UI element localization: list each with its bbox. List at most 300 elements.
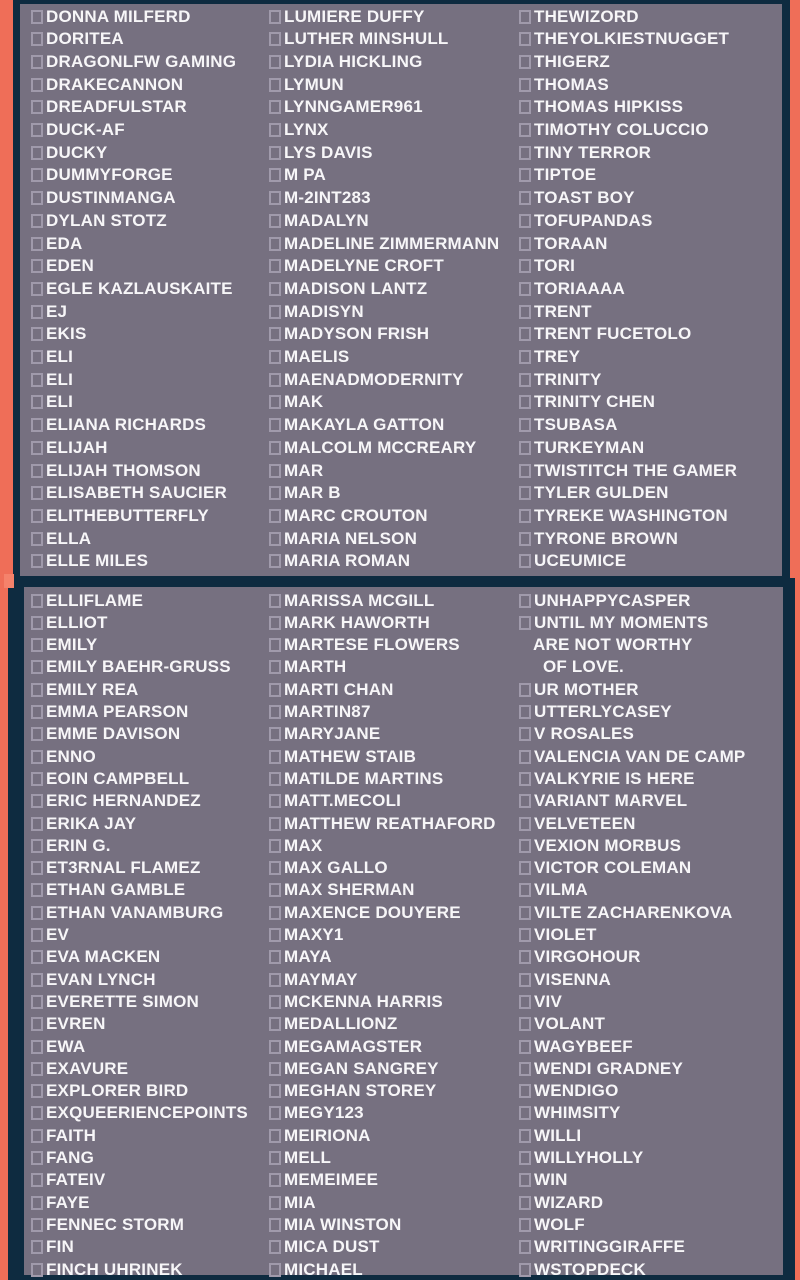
checkbox-bullet-icon (269, 683, 281, 697)
credit-name: LYNX (284, 120, 329, 139)
credit-name: WSTOPDECK (534, 1259, 646, 1279)
credit-name: EDA (46, 233, 83, 253)
credit-entry (269, 990, 443, 1012)
credit-entry (269, 857, 388, 879)
credit-name: EMILY REA (46, 679, 139, 699)
checkbox-bullet-icon (519, 214, 531, 228)
checkbox-bullet-icon (519, 1106, 531, 1120)
checkbox-bullet-icon (269, 327, 281, 341)
credit-name: MAR (284, 460, 324, 480)
credit-entry (519, 1169, 568, 1191)
credit-entry (31, 946, 160, 968)
credit-entry (269, 767, 443, 789)
checkbox-bullet-icon (269, 259, 281, 273)
checkbox-bullet-icon (269, 727, 281, 741)
credit-entry (31, 790, 201, 812)
checkbox-bullet-icon (269, 594, 281, 608)
checkbox-bullet-icon (519, 532, 531, 546)
checkbox-bullet-icon (269, 772, 281, 786)
checkbox-bullet-icon (269, 373, 281, 387)
credit-name: MEGAMAGSTER (284, 1036, 423, 1056)
checkbox-bullet-icon (269, 928, 281, 942)
checkbox-bullet-icon (519, 259, 531, 273)
credit-name: VIOLET (534, 925, 597, 944)
credit-name: MICHAEL (284, 1259, 363, 1279)
credit-entry (519, 164, 596, 186)
credit-name: DUMMYFORGE (46, 165, 173, 185)
credit-entry (31, 634, 97, 656)
credit-name: LUMIERE DUFFY (284, 6, 425, 26)
checkbox-bullet-icon (31, 1106, 43, 1120)
credit-name: EWA (46, 1036, 86, 1056)
credit-name: TORIAAAA (534, 278, 626, 298)
credit-entry (519, 346, 580, 368)
checkbox-bullet-icon (269, 1040, 281, 1054)
credit-name: EGLE KAZLAUSKAITE (46, 278, 233, 298)
credit-name: TRENT FUCETOLO (534, 324, 692, 344)
credit-name: VIRGOHOUR (534, 947, 641, 967)
credit-entry (269, 414, 445, 436)
checkbox-bullet-icon (519, 10, 531, 24)
credit-entry (31, 1147, 94, 1169)
credit-entry (31, 368, 73, 390)
credit-name: DYLAN STOTZ (46, 210, 167, 230)
checkbox-bullet-icon (519, 727, 531, 741)
checkbox-bullet-icon (519, 486, 531, 500)
credit-entry (519, 812, 636, 834)
credit-entry (269, 834, 322, 856)
checkbox-bullet-icon (269, 1084, 281, 1098)
checkbox-bullet-icon (269, 750, 281, 764)
credit-name: ELLE MILES (46, 551, 149, 571)
credit-entry (519, 1013, 605, 1035)
checkbox-bullet-icon (31, 660, 43, 674)
checkbox-bullet-icon (31, 594, 43, 608)
credit-entry (31, 1124, 96, 1146)
credit-entry (269, 1213, 401, 1235)
credit-entry (269, 678, 394, 700)
credit-entry (519, 1124, 581, 1146)
credit-entry (269, 745, 416, 767)
credit-name: EXAVURE (46, 1058, 129, 1078)
credit-entry (31, 346, 73, 368)
credit-entry (269, 924, 344, 946)
credit-entry (519, 611, 708, 633)
checkbox-bullet-icon (519, 55, 531, 69)
credit-entry (519, 527, 678, 549)
credit-name: MELL (284, 1148, 332, 1167)
checkbox-bullet-icon (269, 418, 281, 432)
credit-name: WOLF (534, 1214, 585, 1234)
checkbox-bullet-icon (519, 509, 531, 523)
credit-entry (519, 857, 691, 879)
checkbox-bullet-icon (31, 259, 43, 273)
checkbox-bullet-icon (269, 282, 281, 296)
checkbox-bullet-icon (31, 995, 43, 1009)
credit-name: MARISSA MCGILL (284, 590, 435, 610)
credit-name: MEDALLIONZ (284, 1014, 398, 1034)
credit-entry (519, 277, 625, 299)
credit-entry (269, 1191, 316, 1213)
checkbox-bullet-icon (269, 305, 281, 319)
checkbox-bullet-icon (269, 214, 281, 228)
credit-entry (269, 5, 424, 27)
checkbox-bullet-icon (31, 486, 43, 500)
checkbox-bullet-icon (269, 237, 281, 251)
credit-name: VOLANT (534, 1014, 606, 1034)
credit-name: MARK HAWORTH (284, 612, 430, 632)
credit-name: MAENADMODERNITY (284, 369, 464, 389)
credit-name: ERIC HERNANDEZ (46, 791, 201, 811)
checkbox-bullet-icon (519, 1084, 531, 1098)
checkbox-bullet-icon (269, 1017, 281, 1031)
checkbox-bullet-icon (519, 464, 531, 478)
credit-name: MICA DUST (284, 1237, 380, 1257)
credit-name: MIA (284, 1192, 316, 1212)
credit-name: EMILY BAEHR-GRUSS (46, 657, 231, 677)
credit-entry (269, 141, 373, 163)
checkbox-bullet-icon (269, 638, 281, 652)
credit-entry (519, 589, 691, 611)
credit-entry (269, 323, 429, 345)
credit-entry (269, 1236, 380, 1258)
credit-name: WENDI GRADNEY (534, 1058, 683, 1078)
checkbox-bullet-icon (31, 395, 43, 409)
credit-entry-continuation (519, 656, 624, 678)
credit-name: ETHAN GAMBLE (46, 880, 186, 900)
credit-name: UNTIL MY MOMENTS (534, 612, 709, 632)
credit-entry (31, 209, 167, 231)
credit-entry (519, 96, 683, 118)
credit-name: EXPLORER BIRD (46, 1081, 189, 1101)
credit-name: MEGHAN STOREY (284, 1081, 437, 1101)
credit-entry (269, 391, 323, 413)
checkbox-bullet-icon (519, 123, 531, 137)
checkbox-bullet-icon (31, 1196, 43, 1210)
checkbox-bullet-icon (31, 191, 43, 205)
credit-name: WIZARD (534, 1192, 604, 1212)
checkbox-bullet-icon (269, 100, 281, 114)
credit-entry (31, 504, 209, 526)
credit-name: FIN (46, 1237, 74, 1257)
checkbox-bullet-icon (31, 794, 43, 808)
credit-entry (31, 812, 136, 834)
checkbox-bullet-icon (31, 168, 43, 182)
credit-name: VIV (534, 991, 563, 1011)
credit-entry (519, 745, 745, 767)
credit-name: WILLYHOLLY (534, 1148, 644, 1167)
credit-entry (269, 656, 346, 678)
credit-name: ELLIOT (46, 612, 108, 632)
credit-entry (269, 550, 410, 572)
credit-name: ERIN G. (46, 835, 111, 855)
checkbox-bullet-icon (519, 1040, 531, 1054)
credit-entry (31, 255, 94, 277)
credit-name: MARTH (284, 657, 347, 677)
credit-name: MARYJANE (284, 724, 381, 744)
credit-name: MAR B (284, 483, 341, 503)
credit-entry (269, 346, 349, 368)
checkbox-bullet-icon (519, 32, 531, 46)
checkbox-bullet-icon (519, 1017, 531, 1031)
credit-name: MARIA ROMAN (284, 551, 411, 571)
credit-name: FENNEC STORM (46, 1214, 185, 1234)
checkbox-bullet-icon (269, 861, 281, 875)
credit-name: EKIS (46, 324, 87, 344)
credit-entry (31, 1213, 184, 1235)
credit-entry (269, 1057, 439, 1079)
checkbox-bullet-icon (269, 906, 281, 920)
checkbox-bullet-icon (31, 418, 43, 432)
credit-name: WENDIGO (534, 1081, 619, 1101)
credit-entry (31, 1035, 85, 1057)
credit-name: MADISYN (284, 301, 364, 321)
credit-name: LYNNGAMER961 (284, 97, 423, 117)
credit-entry (519, 1080, 619, 1102)
credit-name: THEWIZORD (534, 6, 639, 26)
credit-entry (269, 723, 380, 745)
checkbox-bullet-icon (31, 305, 43, 319)
credit-entry (269, 119, 329, 141)
checkbox-bullet-icon (519, 418, 531, 432)
credit-entry (269, 300, 364, 322)
checkbox-bullet-icon (269, 509, 281, 523)
credit-name: VARIANT MARVEL (534, 791, 688, 811)
checkbox-bullet-icon (519, 883, 531, 897)
credit-name: MATTHEW REATHAFORD (284, 813, 496, 833)
checkbox-bullet-icon (31, 683, 43, 697)
credit-name: TIPTOE (534, 165, 597, 185)
credit-name: MADYSON FRISH (284, 324, 430, 344)
credits-column-1 (31, 0, 269, 1280)
credit-entry (269, 634, 460, 656)
credit-name: FINCH UHRINEK (46, 1259, 183, 1279)
checkbox-bullet-icon (519, 1062, 531, 1076)
credit-name: TWISTITCH THE GAMER (534, 460, 738, 480)
checkbox-bullet-icon (31, 772, 43, 786)
credit-name: MCKENNA HARRIS (284, 991, 443, 1011)
checkbox-bullet-icon (269, 1062, 281, 1076)
credit-name: VELVETEEN (534, 813, 636, 833)
credit-entry (269, 209, 369, 231)
credit-name: MARTIN87 (284, 702, 371, 721)
credit-entry (519, 1191, 603, 1213)
credit-name: DREADFULSTAR (46, 97, 187, 117)
credit-name: MAYMAY (284, 969, 358, 989)
credit-entry (269, 1258, 363, 1280)
checkbox-bullet-icon (519, 168, 531, 182)
checkbox-bullet-icon (519, 1240, 531, 1254)
checkbox-bullet-icon (269, 532, 281, 546)
credit-entry (519, 391, 655, 413)
credit-name: DONNA MILFERD (46, 6, 191, 26)
credit-name: MADELYNE CROFT (284, 256, 444, 276)
credit-entry (269, 73, 344, 95)
checkbox-bullet-icon (31, 55, 43, 69)
credit-name: TYLER GULDEN (534, 483, 669, 503)
credit-name: ELIANA RICHARDS (46, 415, 207, 435)
credit-name: VALKYRIE IS HERE (534, 768, 695, 788)
credit-name: UNHAPPYCASPER (534, 590, 691, 610)
credit-entry (31, 990, 199, 1012)
credit-entry (269, 436, 476, 458)
credit-name: MARTESE FLOWERS (284, 635, 460, 655)
credit-entry (519, 504, 728, 526)
credit-name: MADELINE ZIMMERMANN (284, 233, 500, 253)
credit-entry (31, 1080, 188, 1102)
credit-name: WIN (534, 1170, 568, 1190)
credit-name: TURKEYMAN (534, 437, 645, 457)
credit-name: MIA WINSTON (284, 1214, 402, 1234)
credit-entry (269, 901, 461, 923)
credit-name: MALCOLM MCCREARY (284, 437, 477, 457)
credit-entry (519, 255, 575, 277)
credit-entry (519, 300, 592, 322)
credit-entry (31, 879, 185, 901)
credit-entry (269, 28, 448, 50)
checkbox-bullet-icon (519, 1196, 531, 1210)
credit-name: WAGYBEEF (534, 1036, 633, 1056)
checkbox-bullet-icon (31, 532, 43, 546)
credit-entry (31, 277, 233, 299)
checkbox-bullet-icon (269, 1240, 281, 1254)
credit-name: LYS DAVIS (284, 142, 373, 162)
credit-entry (269, 164, 326, 186)
checkbox-bullet-icon (269, 146, 281, 160)
checkbox-bullet-icon (519, 78, 531, 92)
checkbox-bullet-icon (519, 327, 531, 341)
credit-entry (31, 436, 108, 458)
checkbox-bullet-icon (31, 1084, 43, 1098)
credit-entry (31, 968, 156, 990)
credit-name: TORAAN (534, 233, 608, 253)
checkbox-bullet-icon (519, 100, 531, 114)
credit-entry (519, 323, 691, 345)
checkbox-bullet-icon (519, 705, 531, 719)
credit-entry (519, 1102, 621, 1124)
credit-name: ELLIFLAME (46, 590, 144, 610)
credit-name: LYDIA HICKLING (284, 51, 423, 71)
credit-name: MADISON LANTZ (284, 278, 428, 298)
credit-name: TOFUPANDAS (534, 210, 653, 230)
credit-name: MAX SHERMAN (284, 880, 415, 900)
credit-name: VEXION MORBUS (534, 835, 682, 855)
checkbox-bullet-icon (269, 1106, 281, 1120)
checkbox-bullet-icon (519, 750, 531, 764)
credit-name: MATT.MECOLI (284, 791, 402, 811)
credit-name: TSUBASA (534, 415, 618, 435)
credit-entry (31, 482, 227, 504)
credit-entry (31, 589, 143, 611)
credit-entry (269, 255, 444, 277)
checkbox-bullet-icon (269, 1173, 281, 1187)
checkbox-bullet-icon (519, 683, 531, 697)
credit-entry (269, 790, 401, 812)
checkbox-bullet-icon (519, 395, 531, 409)
credit-entry (269, 879, 415, 901)
credit-name: DUCKY (46, 142, 108, 162)
credit-entry (519, 5, 639, 27)
checkbox-bullet-icon (31, 214, 43, 228)
credit-name: EVA MACKEN (46, 947, 161, 967)
checkbox-bullet-icon (519, 794, 531, 808)
credit-name: MATHEW STAIB (284, 746, 417, 766)
checkbox-bullet-icon (519, 554, 531, 568)
checkbox-bullet-icon (519, 305, 531, 319)
credit-entry (31, 550, 148, 572)
credit-name: VISENNA (534, 969, 611, 989)
checkbox-bullet-icon (31, 146, 43, 160)
credit-entry (519, 678, 639, 700)
checkbox-bullet-icon (269, 839, 281, 853)
credit-entry (519, 28, 729, 50)
credit-entry (269, 232, 499, 254)
credit-name: VICTOR COLEMAN (534, 858, 692, 878)
credits-column-2 (269, 0, 519, 1280)
credit-name: DORITEA (46, 29, 124, 49)
credit-entry (269, 459, 323, 481)
credit-entry (31, 723, 180, 745)
checkbox-bullet-icon (31, 350, 43, 364)
checkbox-bullet-icon (31, 1017, 43, 1031)
credit-name: UR MOTHER (534, 679, 639, 699)
checkbox-bullet-icon (519, 441, 531, 455)
checkbox-bullet-icon (269, 883, 281, 897)
checkbox-bullet-icon (31, 750, 43, 764)
checkbox-bullet-icon (269, 395, 281, 409)
checkbox-bullet-icon (31, 1240, 43, 1254)
credit-name: ETHAN VANAMBURG (46, 902, 224, 922)
checkbox-bullet-icon (519, 191, 531, 205)
credit-entry (519, 73, 609, 95)
credit-entry (269, 589, 434, 611)
checkbox-bullet-icon (519, 1173, 531, 1187)
checkbox-bullet-icon (269, 817, 281, 831)
checkbox-bullet-icon (269, 10, 281, 24)
credit-name: DRAGONLFW GAMING (46, 51, 237, 71)
credit-entry (269, 1147, 331, 1169)
credit-entry (519, 187, 635, 209)
credit-name: WILLI (534, 1125, 582, 1145)
credit-entry (519, 1258, 646, 1280)
checkbox-bullet-icon (31, 509, 43, 523)
credit-name: ENNO (46, 746, 96, 766)
credit-entry (519, 50, 610, 72)
credit-entry (519, 701, 672, 723)
credit-entry (519, 924, 597, 946)
checkbox-bullet-icon (31, 727, 43, 741)
credit-entry (31, 187, 176, 209)
credit-entry (269, 504, 428, 526)
credit-name: WRITINGGIRAFFE (534, 1237, 686, 1257)
credit-entry (269, 1013, 397, 1035)
checkbox-bullet-icon (31, 237, 43, 251)
checkbox-bullet-icon (519, 950, 531, 964)
credit-entry (519, 436, 644, 458)
checkbox-bullet-icon (31, 1263, 43, 1277)
credit-name: TORI (534, 256, 576, 276)
credit-name: M PA (284, 165, 327, 185)
credit-name: ELISABETH SAUCIER (46, 483, 227, 503)
checkbox-bullet-icon (269, 1263, 281, 1277)
checkbox-bullet-icon (31, 123, 43, 137)
checkbox-bullet-icon (269, 123, 281, 137)
credit-entry (31, 857, 201, 879)
credit-name: EDEN (46, 256, 95, 276)
checkbox-bullet-icon (269, 995, 281, 1009)
checkbox-bullet-icon (269, 441, 281, 455)
checkbox-bullet-icon (31, 441, 43, 455)
